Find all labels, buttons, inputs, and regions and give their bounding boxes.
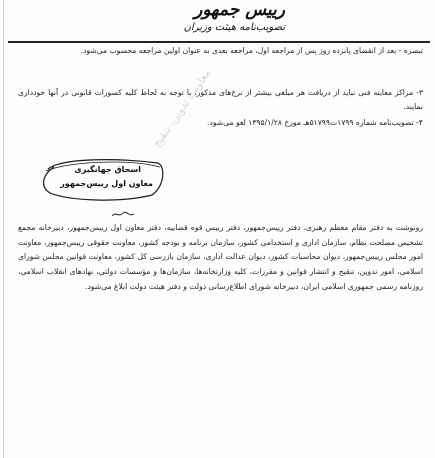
note-paragraph: تبصره - بعد از انقضای پانزده روز پس از مراجعه اول، مراجعه بعدی به عنوان اولین مراجعه محسوب می‌شود. bbox=[80, 46, 423, 55]
clause-3-paragraph: ۳- مراکز معاینه فنی نباید از دریافت هر مبلغی بیشتر از نرخ‌های مذکور، با توجه به لحاظ کلیه کسورات قانونی در آنها خودداری نمایند. bbox=[18, 88, 423, 111]
clause-4-paragraph: ۴- تصویب‌نامه شماره ۱۷۹۹ت۵۱۷۹۹هـ مورخ ۱۳۹۵/۱/۲۸ لغو می‌شود. bbox=[207, 118, 423, 127]
header-title: رییس جمهور bbox=[194, 0, 285, 20]
initials-scribble bbox=[110, 209, 136, 219]
signer-title: معاون اول رییس‌جمهور bbox=[60, 179, 153, 188]
signer-name: اسحاق جهانگیری bbox=[74, 165, 141, 174]
signature-block bbox=[40, 157, 165, 201]
header-divider bbox=[8, 41, 430, 43]
page-edge bbox=[3, 0, 4, 458]
header-subtitle: تصویب‌نامه هیئت وزیران bbox=[183, 22, 285, 33]
watermark: معاونت تدوین، تنقیح bbox=[150, 66, 214, 150]
distribution-list: رونوشت به دفتر مقام معظم رهبری، دفتر رییس‌جمهور، دفتر رییس قوه قضاییه، دفتر معاون اول رییس‌جمهور، دبیرخانه مجمع تشخیص مصلحت نظام، سازمان اداری و استخدامی کشور، سازمان برنامه و بودجه کشور، معاونت حقوقی رییس‌جمهور، معاونت امور مجلس رییس‌جمهور، دیوان محاسبات کشور، دیوان عدالت اداری، سازمان بازرسی کل کشور، معاونت قوانین مجلس شورای اسلامی، امور تدوین، تنقیح و انتشار قوانین و مقررات، کلیه وزارتخانه‌ها، سازمان‌ها و مؤسسات دولتی، نهادهای انقلاب اسلامی، روزنامه رسمی جمهوری اسلامی ایران، دبیرخانه شورای اطلاع‌رسانی دولت و دفتر هیئت دولت ابلاغ می‌شود. bbox=[18, 223, 423, 291]
